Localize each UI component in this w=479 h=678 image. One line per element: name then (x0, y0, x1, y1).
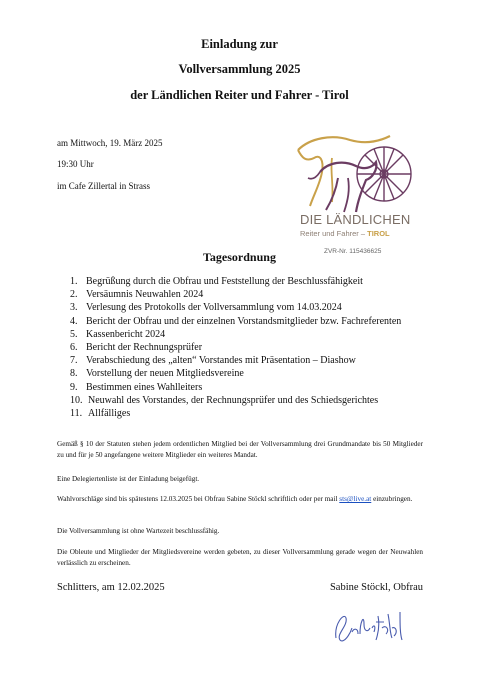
title-line-2: Vollversammlung 2025 (178, 62, 301, 76)
agenda-item: 10. Neuwahl des Vorstandes, der Rechnungsprüfer und des Schiedsgerichtes (70, 394, 379, 406)
agenda-item: 2. Versäumnis Neuwahlen 2024 (70, 289, 204, 301)
agenda-list (70, 275, 450, 420)
agenda-item: 11. Allfälliges (70, 408, 131, 420)
logo-tagline: Reiter und Fahrer – TIROL (300, 229, 390, 238)
title-line-3: der Ländlichen Reiter und Fahrer - Tirol (130, 88, 349, 102)
agenda-item: 3. Verlesung des Protokolls der Vollversammlung vom 14.03.2024 (70, 302, 342, 314)
mandate-paragraph: Gemäß § 10 der Statuten stehen jedem ordentlichen Mitglied bei der Vollversammlung drei Grundmandate bis 50 Mitglieder zu und für je 50 angefangene weitere Mitglieder ein weiteres Mandat. (57, 440, 423, 459)
place-date: Schlitters, am 12.02.2025 (57, 582, 165, 593)
agenda-item: 1. Begrüßung durch die Obfrau und Feststellung der Beschlussfähigkeit (70, 276, 363, 287)
agenda-item: 6. Bericht der Rechnungsprüfer (70, 342, 203, 354)
signatory: Sabine Stöckl, Obfrau (329, 582, 423, 593)
title-line-1: Einladung zur (201, 37, 278, 51)
meeting-date: am Mittwoch, 19. März 2025 (57, 138, 163, 148)
attendance-paragraph: Die Obleute und Mitglieder der Mitgliedsvereine werden gebeten, zu dieser Vollversammlung gerade wegen der Neuwahlen verlässlich zu erscheinen. (57, 548, 423, 567)
meeting-time: 19:30 Uhr (57, 159, 94, 169)
agenda-item: 4. Bericht der Obfrau und der einzelnen Vorstandsmitglieder bzw. Fachreferenten (70, 315, 402, 327)
email-link[interactable]: sts@live.at (339, 495, 372, 503)
agenda-title: Tagesordnung (203, 250, 276, 264)
meeting-place: im Cafe Zillertal in Strass (57, 181, 150, 191)
nominations-paragraph: Wahlvorschläge sind bis spätestens 12.03.2025 bei Obfrau Sabine Stöckl schriftlich oder per mail sts@live.at einzubringen. (57, 495, 413, 503)
agenda-item: 8. Vorstellung der neuen Mitgliedsvereine (70, 368, 244, 380)
signature (330, 604, 408, 648)
zvr-number: ZVR-Nr. 115436625 (324, 248, 382, 255)
agenda-item: 5. Kassenbericht 2024 (70, 328, 166, 340)
agenda-item: 9. Bestimmen eines Wahlleiters (70, 381, 203, 393)
delegates-paragraph: Eine Delegiertenliste ist der Einladung beigefügt. (57, 475, 200, 483)
quorum-paragraph: Die Vollversammlung ist ohne Wartezeit beschlussfähig. (57, 527, 220, 535)
logo-name: DIE LÄNDLICHEN (300, 212, 411, 227)
agenda-item: 7. Verabschiedung des „alten“ Vorstandes mit Präsentation – Diashow (70, 355, 356, 367)
